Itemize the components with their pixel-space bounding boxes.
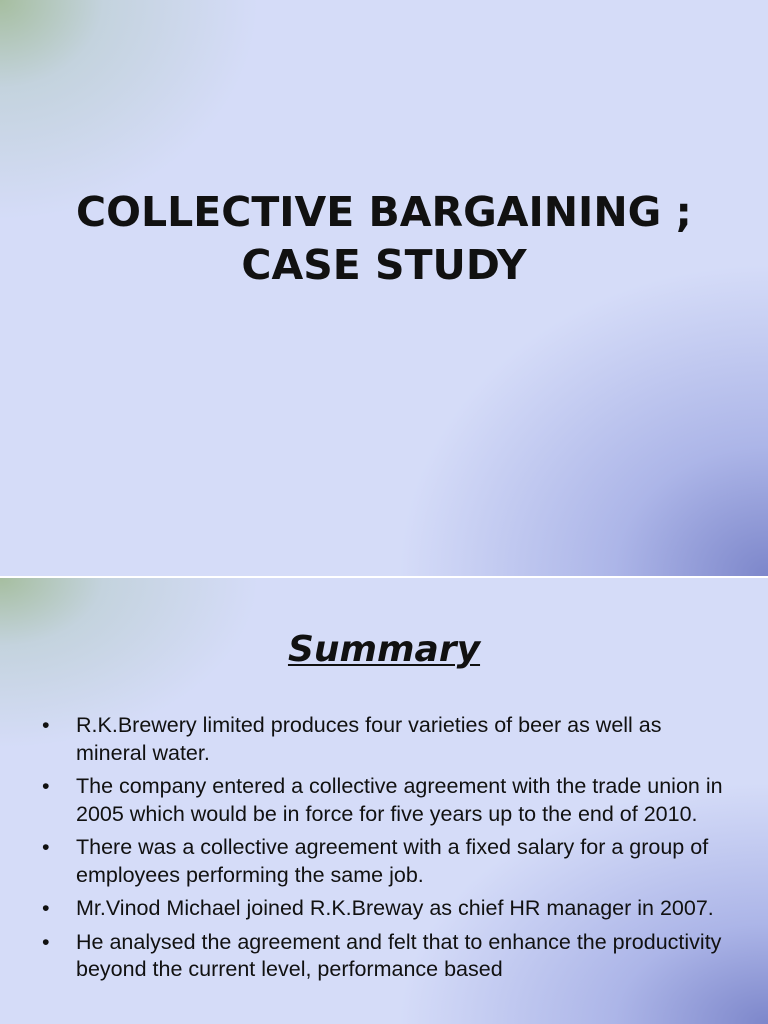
slide-title-line-1: COLLECTIVE BARGAINING ; (76, 188, 692, 236)
slide-title-line-2: CASE STUDY (241, 241, 527, 289)
bullet-item-5 (0, 929, 768, 984)
bullet-text: There was a collective agreement with a fixed salary for a group of employees performing the same job. (76, 835, 709, 887)
bullet-dot-icon: • (42, 896, 50, 920)
bullet-dot-icon: • (42, 774, 50, 798)
bullet-item-2 (0, 773, 768, 828)
bullet-text: Mr.Vinod Michael joined R.K.Breway as chief HR manager in 2007. (76, 896, 714, 920)
summary-slide (0, 578, 768, 1024)
summary-heading (0, 628, 768, 672)
bullet-dot-icon: • (42, 835, 50, 859)
bullet-text: He analysed the agreement and felt that to enhance the productivity beyond the current level, performance based (76, 929, 722, 981)
summary-heading-text: Summary (287, 629, 481, 670)
bullet-item-4 (0, 895, 768, 923)
bullet-text: R.K.Brewery limited produces four varieties of beer as well as mineral water. (76, 713, 662, 765)
bullet-text: The company entered a collective agreement with the trade union in 2005 which would be in force for five years up to the end of 2010. (76, 774, 723, 826)
summary-bullet-list (0, 712, 768, 990)
bullet-dot-icon: • (42, 713, 50, 737)
bullet-dot-icon: • (42, 929, 50, 954)
bullet-item-3 (0, 834, 768, 889)
bullet-item-1 (0, 712, 768, 767)
slide-title (0, 186, 768, 292)
